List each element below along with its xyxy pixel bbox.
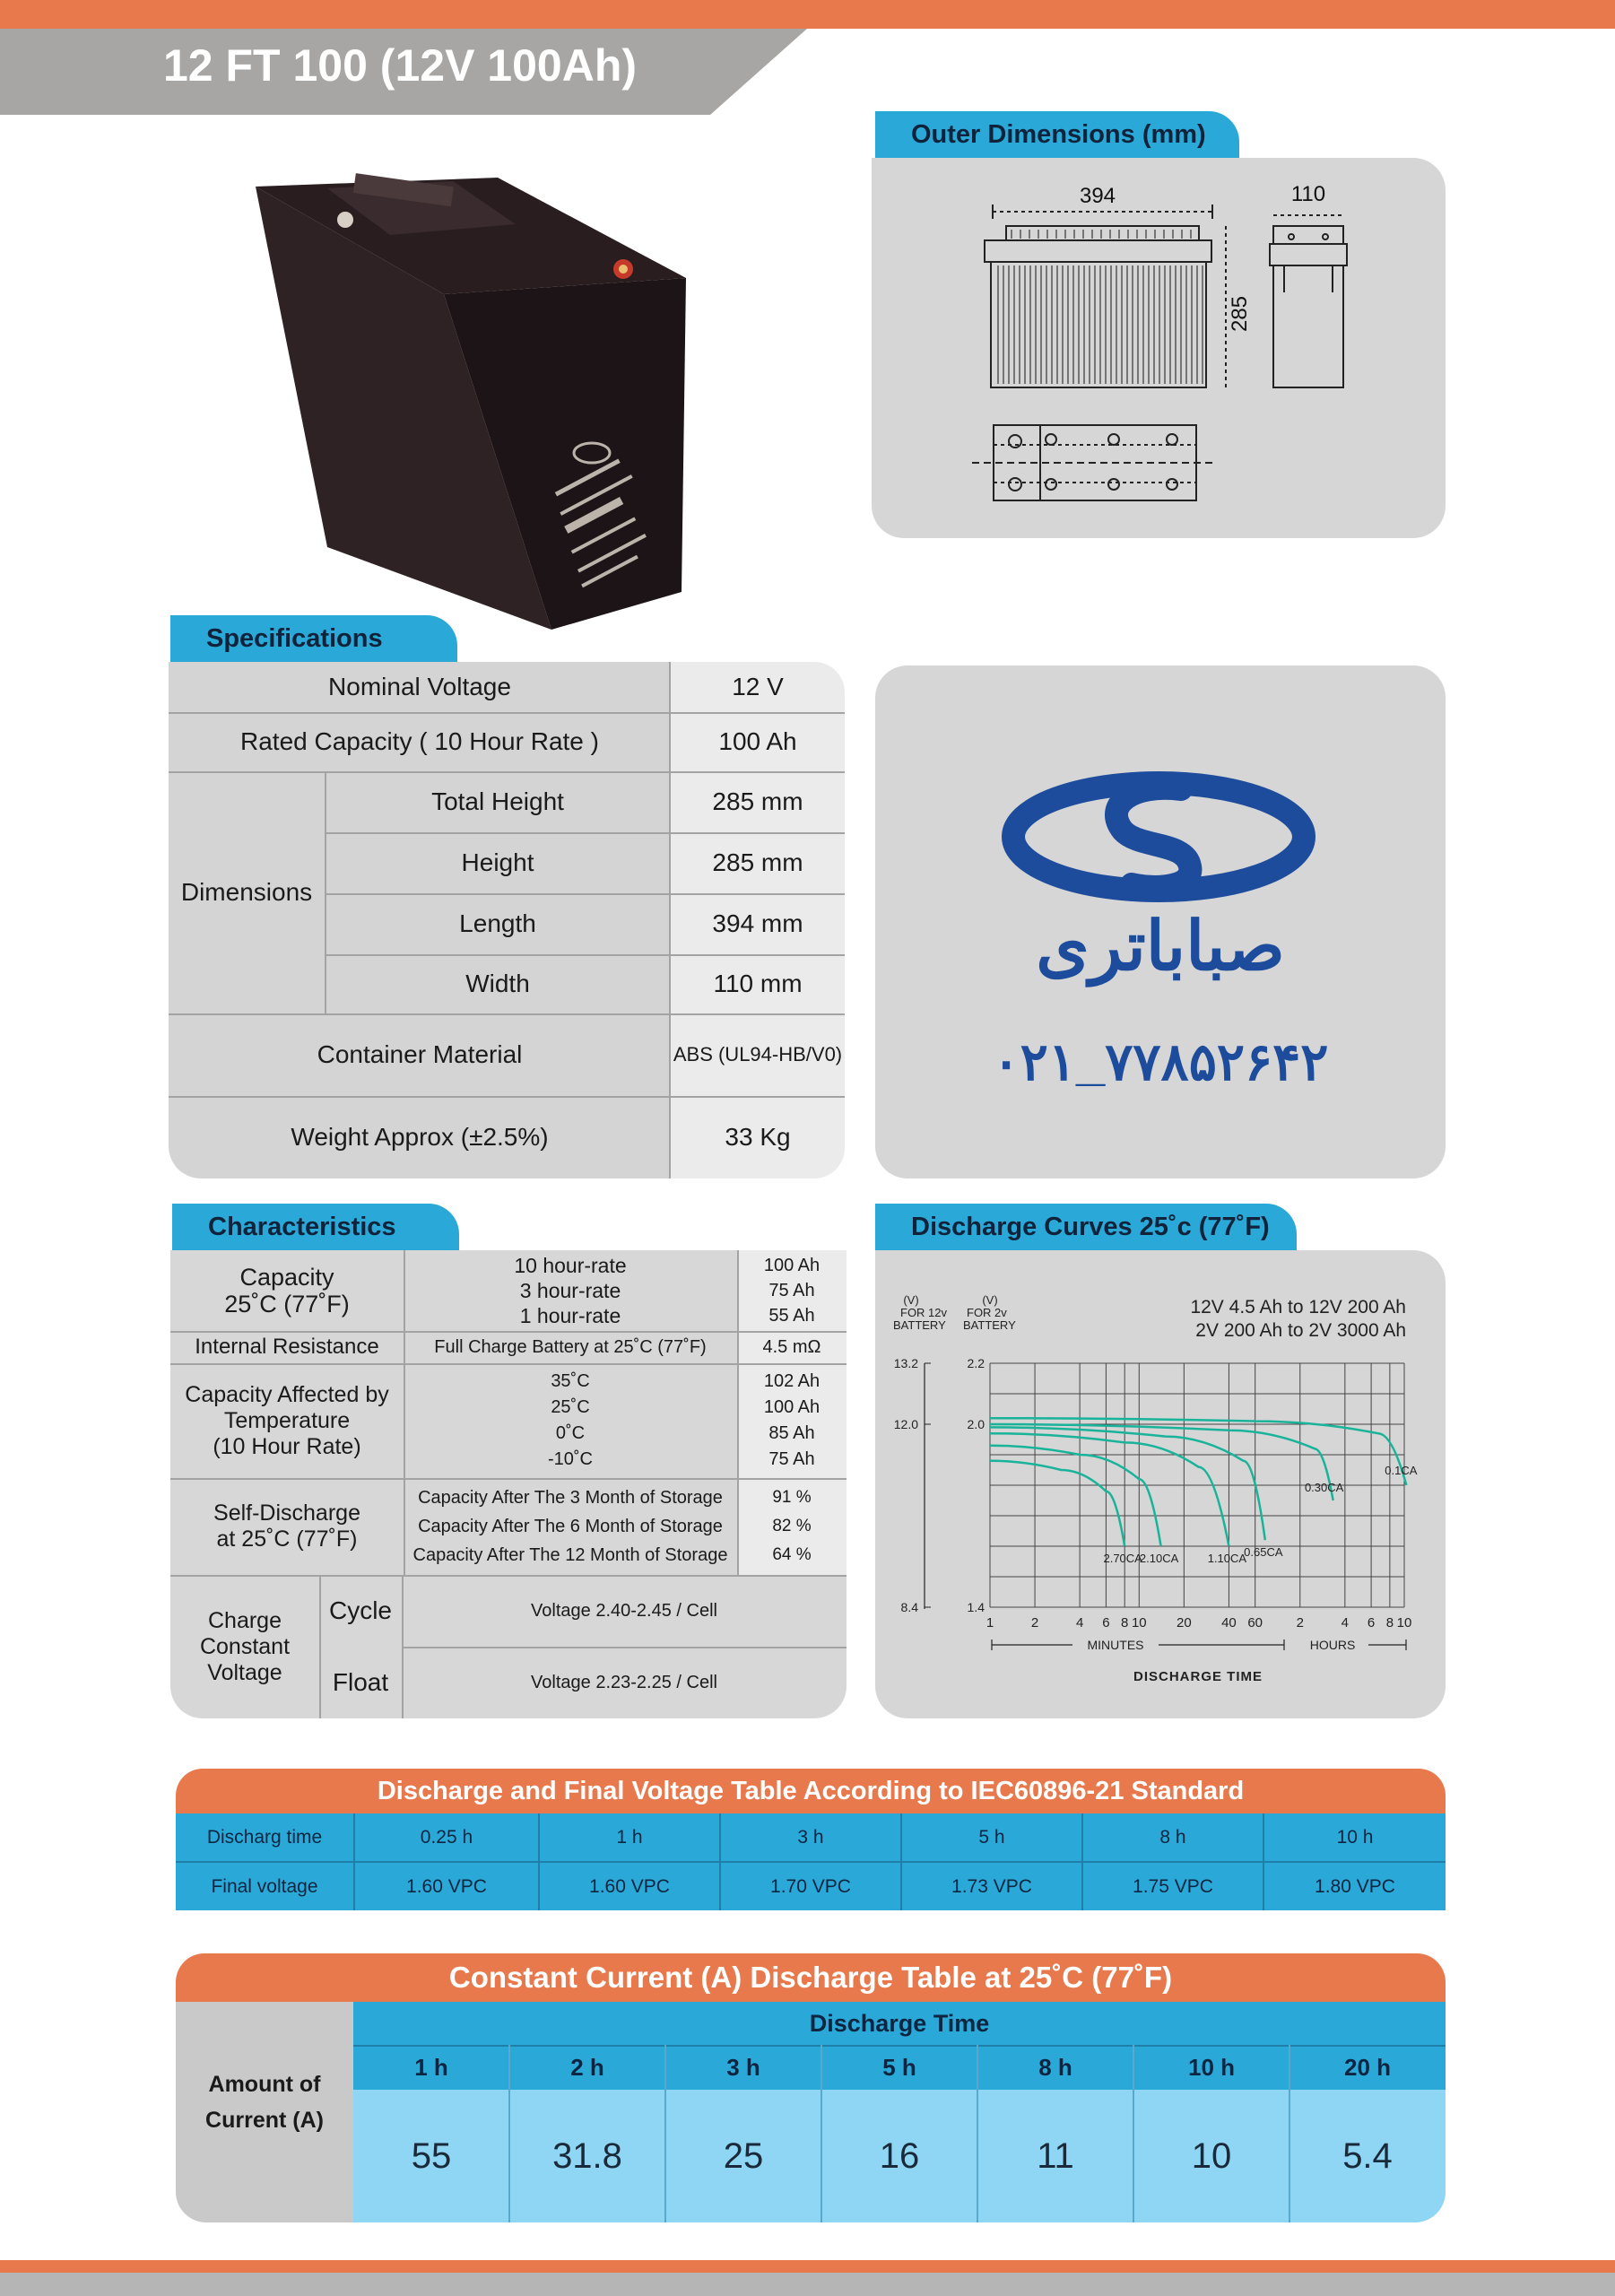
series-label: 2.10CA — [1139, 1552, 1179, 1565]
x-tick-label: 6 — [1102, 1615, 1110, 1631]
cc-value-cell: 55 — [411, 2135, 452, 2176]
specifications-tab: Specifications — [170, 615, 457, 662]
cc-amount-label: Amount of Current (A) — [176, 2002, 353, 2222]
temperature-conditions: 35˚C 25˚C 0˚C -10˚C — [547, 1371, 593, 1469]
y-tick-label-2v: 2.0 — [967, 1417, 985, 1431]
nominal-voltage-value: 12 V — [732, 673, 784, 700]
y-tick-label-2v: 2.2 — [967, 1356, 985, 1370]
iec-voltage-cell: 1.73 VPC — [951, 1875, 1032, 1897]
container-material-value: ABS (UL94-HB/V0) — [673, 1043, 843, 1065]
x-tick-label: 2 — [1030, 1615, 1039, 1631]
x-axis-label: DISCHARGE TIME — [1133, 1669, 1263, 1684]
cc-hour-cell: 5 h — [882, 2053, 916, 2081]
internal-resistance-value: 4.5 mΩ — [762, 1336, 821, 1357]
series-label: 0.30CA — [1304, 1481, 1344, 1494]
discharge-curves-panel — [875, 1250, 1446, 1718]
nominal-voltage-label: Nominal Voltage — [328, 673, 511, 700]
brand-name: صباباتری — [1036, 909, 1285, 985]
x-tick-label: 4 — [1341, 1615, 1349, 1631]
cc-value-cell: 31.8 — [552, 2135, 622, 2176]
iec-voltage-cell: 1.70 VPC — [770, 1875, 851, 1897]
minutes-label: MINUTES — [1087, 1638, 1144, 1652]
label-12v-1: FOR 12v — [900, 1306, 948, 1319]
range-line-2: 2V 200 Ah to 2V 3000 Ah — [1195, 1320, 1406, 1341]
iec-voltage-cell: 1.80 VPC — [1315, 1875, 1395, 1897]
cycle-label: Cycle — [328, 1596, 392, 1624]
cycle-value: Voltage 2.40-2.45 / Cell — [531, 1600, 717, 1621]
series-label: 2.70CA — [1103, 1552, 1142, 1565]
series-line-110ca — [990, 1433, 1229, 1546]
discharge-curves-chart — [875, 1250, 1446, 1718]
series-label: 0.1CA — [1385, 1464, 1418, 1477]
iec-time-cell: 0.25 h — [420, 1826, 473, 1848]
unit-12v: (V) — [903, 1293, 919, 1307]
label-2v-2: BATTERY — [963, 1318, 1016, 1332]
capacity-label: Capacity 25˚C (77˚F) — [224, 1264, 350, 1318]
outer-dimensions-panel — [872, 158, 1446, 538]
x-tick-label: 1 — [985, 1615, 994, 1631]
y-tick-label-12v: 8.4 — [900, 1600, 918, 1614]
battery-front-ribs — [998, 230, 1203, 384]
brand-panel — [875, 665, 1446, 1178]
length-value: 394 mm — [712, 909, 803, 937]
hours-label: HOURS — [1309, 1638, 1356, 1652]
cc-value-cell: 11 — [1037, 2135, 1074, 2176]
saba-logo-icon — [997, 770, 1320, 904]
iec-table-title: Discharge and Final Voltage Table According to IEC60896-21 Standard — [176, 1769, 1446, 1813]
iec-time-cell: 5 h — [978, 1826, 1005, 1848]
x-tick-label: 10 — [1131, 1615, 1147, 1631]
y-tick-label-2v: 1.4 — [967, 1600, 985, 1614]
characteristics-table — [170, 1250, 847, 1718]
length-dimension-label: 394 — [1079, 184, 1116, 208]
characteristics-tab: Characteristics — [172, 1204, 459, 1250]
bottom-gray-bar — [0, 2273, 1615, 2296]
total-height-value: 285 mm — [712, 787, 803, 815]
cc-value-cell: 16 — [879, 2135, 920, 2176]
height-label: Height — [461, 848, 534, 876]
series-line-210ca — [990, 1446, 1161, 1546]
rated-capacity-value: 100 Ah — [718, 727, 797, 755]
internal-resistance-condition: Full Charge Battery at 25˚C (77˚F) — [434, 1336, 707, 1357]
cc-hour-cell: 10 h — [1187, 2053, 1236, 2081]
cc-values-row — [353, 2090, 1446, 2222]
container-material-label: Container Material — [317, 1040, 523, 1068]
total-height-label: Total Height — [431, 787, 564, 815]
chart-series-group — [990, 1418, 1418, 1565]
iec-table — [176, 1813, 1446, 1910]
width-value: 110 mm — [713, 970, 803, 997]
specifications-table — [169, 662, 845, 1178]
capacity-values: 100 Ah 75 Ah 55 Ah — [763, 1256, 821, 1326]
label-2v-1: FOR 2v — [967, 1306, 1007, 1319]
cc-value-cell: 10 — [1191, 2135, 1232, 2176]
width-label: Width — [465, 970, 530, 997]
self-discharge-label: Self-Discharge at 25˚C (77˚F) — [213, 1500, 360, 1552]
x-tick-label: 10 — [1396, 1615, 1412, 1631]
iec-discharge-time-label: Discharg time — [206, 1826, 323, 1848]
label-12v-2: BATTERY — [893, 1318, 946, 1332]
charge-constant-voltage-label: Charge Constant Voltage — [199, 1607, 291, 1685]
discharge-curves-tab: Discharge Curves 25˚c (77˚F) — [875, 1204, 1297, 1250]
temperature-label: Capacity Affected by Temperature (10 Hour Rate) — [185, 1381, 389, 1459]
float-label: Float — [332, 1668, 389, 1696]
unit-2v: (V) — [982, 1293, 998, 1307]
dimensions-label: Dimensions — [180, 878, 313, 906]
iec-time-cell: 10 h — [1336, 1826, 1374, 1848]
internal-resistance-label: Internal Resistance — [195, 1335, 379, 1359]
cc-hour-cell: 8 h — [1038, 2053, 1072, 2081]
iec-time-cell: 1 h — [616, 1826, 643, 1848]
range-line-1: 12V 4.5 Ah to 12V 200 Ah — [1190, 1297, 1406, 1318]
cc-hours-row — [353, 2045, 1446, 2090]
iec-final-voltage-label: Final voltage — [211, 1875, 318, 1897]
dimension-drawing — [872, 158, 1446, 538]
self-discharge-conditions: Capacity After The 3 Month of Storage Capacity After The 6 Month of Storage Capacity After The 12 Month of Storage — [412, 1488, 728, 1565]
x-tick-label: 6 — [1367, 1615, 1376, 1631]
iec-time-cell: 8 h — [1159, 1826, 1186, 1848]
y-tick-label-12v: 13.2 — [893, 1356, 918, 1370]
length-label: Length — [459, 909, 536, 937]
x-tick-label: 20 — [1177, 1615, 1192, 1631]
iec-time-cell: 3 h — [797, 1826, 824, 1848]
cc-hour-cell: 20 h — [1343, 2053, 1392, 2081]
weight-value: 33 Kg — [725, 1123, 791, 1151]
cc-value-cell: 5.4 — [1342, 2135, 1393, 2176]
height-value: 285 mm — [712, 848, 803, 876]
top-accent-bar — [0, 0, 1615, 29]
height-dimension-label: 285 — [1228, 295, 1252, 333]
float-value: Voltage 2.23-2.25 / Cell — [531, 1672, 717, 1692]
x-tick-label: 60 — [1247, 1615, 1263, 1631]
capacity-conditions: 10 hour-rate 3 hour-rate 1 hour-rate — [514, 1254, 627, 1327]
x-tick-label: 2 — [1296, 1615, 1304, 1631]
cc-value-cell: 25 — [723, 2135, 764, 2176]
weight-label: Weight Approx (±2.5%) — [291, 1123, 549, 1151]
rated-capacity-label: Rated Capacity ( 10 Hour Rate ) — [240, 727, 599, 755]
page-title: 12 FT 100 (12V 100Ah) — [163, 40, 638, 91]
x-tick-label: 4 — [1075, 1615, 1084, 1631]
x-tick-label: 40 — [1221, 1615, 1237, 1631]
y-tick-label-12v: 12.0 — [893, 1417, 918, 1431]
series-line-270ca — [990, 1461, 1124, 1546]
series-label: 0.65CA — [1244, 1545, 1283, 1560]
cc-hour-cell: 2 h — [570, 2053, 604, 2081]
brand-phone: ۰۲۱_۷۷۸۵۲۶۴۲ — [992, 1033, 1329, 1091]
battery-image — [229, 170, 695, 637]
series-label: 1.10CA — [1207, 1552, 1247, 1565]
x-tick-label: 8 — [1121, 1615, 1129, 1631]
outer-dimensions-tab: Outer Dimensions (mm) — [875, 111, 1239, 158]
iec-voltage-cell: 1.60 VPC — [589, 1875, 670, 1897]
width-dimension-label: 110 — [1290, 182, 1326, 206]
cc-discharge-time-header: Discharge Time — [353, 2002, 1446, 2045]
x-tick-label: 8 — [1385, 1615, 1394, 1631]
temperature-values: 102 Ah 100 Ah 85 Ah 75 Ah — [763, 1371, 821, 1469]
cc-hour-cell: 3 h — [726, 2053, 760, 2081]
iec-voltage-cell: 1.60 VPC — [406, 1875, 487, 1897]
iec-voltage-cell: 1.75 VPC — [1133, 1875, 1213, 1897]
self-discharge-values: 91 % 82 % 64 % — [772, 1488, 812, 1564]
cc-table-title: Constant Current (A) Discharge Table at 25˚C (77˚F) — [176, 1953, 1446, 2002]
cc-hour-cell: 1 h — [414, 2053, 448, 2081]
